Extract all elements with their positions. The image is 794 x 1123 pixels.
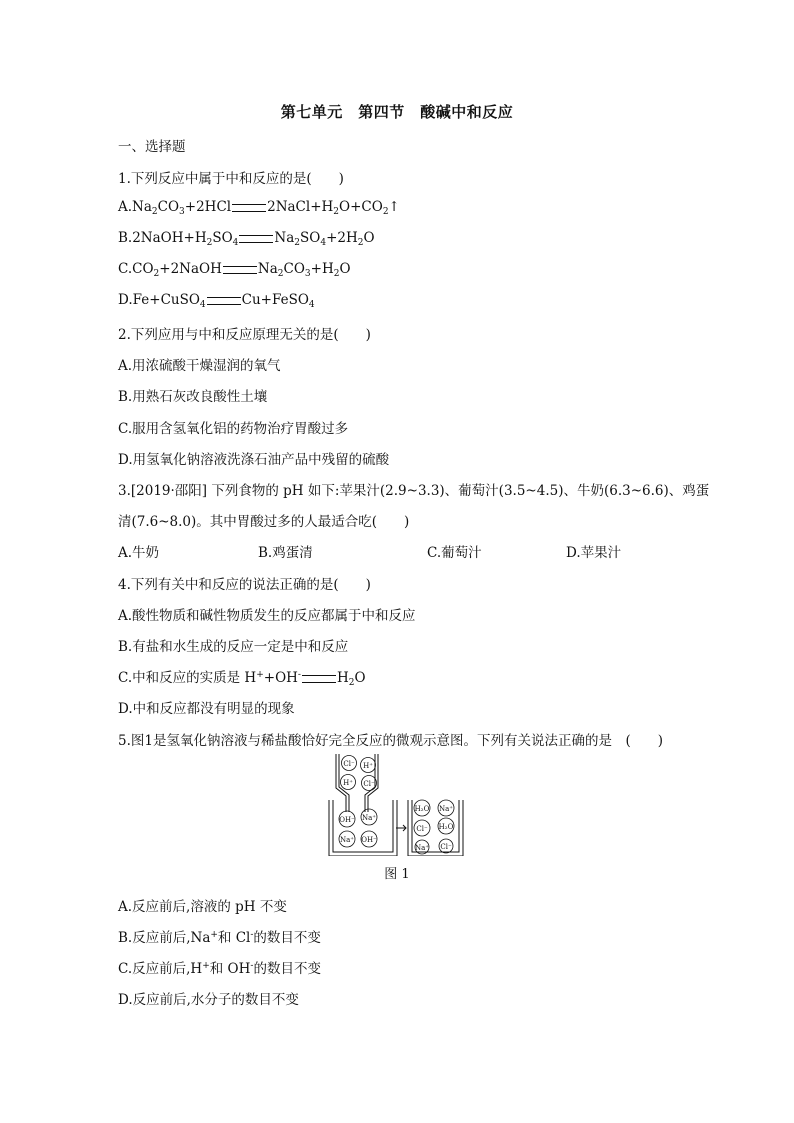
q5-option-d: D.反应前后,水分子的数目不变 [118, 992, 299, 1008]
q1-option-b: $B.2NaOH+H_2SO_4$ $Na_2SO_4+2H_2O$ [118, 230, 375, 248]
ion-label: H₂O [414, 805, 430, 813]
ion-label: H₂O [438, 823, 454, 831]
q2-option-b: B.用熟石灰改良酸性土壤 [118, 389, 268, 405]
q5-option-a: A.反应前后,溶液的 pH 不变 [118, 899, 287, 915]
q3-option-b: B.鸡蛋清 [258, 545, 313, 561]
q4-stem: 4.下列有关中和反应的说法正确的是( ) [118, 577, 371, 593]
section-heading: 一、选择题 [118, 139, 186, 155]
q5-option-b: B.反应前后,Na+和 Cl-的数目不变 [118, 930, 321, 946]
ion-label: Na⁺ [362, 814, 376, 822]
q4-option-c: C.中和反应的实质是 H++OH- $H_2O$ [118, 670, 366, 688]
figure-caption: 图 1 [384, 867, 410, 882]
ion-label: Cl⁻ [363, 780, 375, 788]
ion-label: H⁺ [363, 762, 373, 770]
equals-sign-icon [207, 297, 241, 305]
ion-label: Na⁺ [415, 844, 429, 852]
q4-option-d: D.中和反应都没有明显的现象 [118, 701, 295, 717]
q4-option-a: A.酸性物质和碱性物质发生的反应都属于中和反应 [118, 608, 416, 624]
page-title: 第七单元 第四节 酸碱中和反应 [280, 103, 514, 121]
q3-option-d: D.苹果汁 [566, 545, 622, 561]
ion-label: OH⁻ [339, 816, 355, 824]
q4-option-b: B.有盐和水生成的反应一定是中和反应 [118, 639, 349, 655]
q5-option-c: C.反应前后,H+和 OH-的数目不变 [118, 961, 321, 977]
q3-stem-line2: 清(7.6~8.0)。其中胃酸过多的人最适合吃( ) [118, 514, 410, 530]
q2-stem: 2.下列应用与中和反应原理无关的是( ) [118, 327, 371, 343]
q1-option-d: D.Fe+CuSO$_4$ Cu+FeSO$_4$ [118, 292, 315, 310]
ion-label: Cl⁻ [440, 843, 452, 851]
q5-stem: 5.图1是氢氧化钠溶液与稀盐酸恰好完全反应的微观示意图。下列有关说法正确的是 ( ) [118, 733, 664, 749]
ion-label: Cl⁻ [416, 825, 428, 833]
q2-option-d: D.用氢氧化钠溶液洗涤石油产品中残留的硫酸 [118, 452, 390, 468]
q2-option-a: A.用浓硫酸干燥湿润的氧气 [118, 358, 281, 374]
q3-option-a: A.牛奶 [118, 545, 160, 561]
ion-label: Na⁺ [340, 836, 354, 844]
q3-option-c: C.葡萄汁 [427, 545, 482, 561]
equals-sign-icon [223, 266, 257, 274]
equals-sign-icon [232, 204, 266, 212]
equals-sign-icon [302, 675, 336, 683]
equals-sign-icon [239, 235, 273, 243]
ion-label: OH⁻ [361, 836, 377, 844]
q3-stem-line1: 3.[2019·邵阳] 下列食物的 pH 如下:苹果汁(2.9~3.3)、葡萄汁(3.5~4.5)、牛奶(6.3~6.6)、鸡蛋 [118, 483, 710, 499]
q1-option-a: $A.Na_2CO_3+2HCl$ $2NaCl+H_2O+CO_2↑$ [118, 199, 400, 217]
ion-label: Na⁺ [439, 805, 453, 813]
ion-label: Cl⁻ [343, 760, 355, 768]
q1-stem: 1.下列反应中属于中和反应的是( ) [118, 171, 344, 187]
reaction-diagram [328, 752, 468, 856]
q1-option-c: $C.CO_2+2NaOH$ $Na_2CO_3+H_2O$ [118, 261, 351, 279]
ion-label: H⁺ [343, 779, 353, 787]
q2-option-c: C.服用含氢氧化铝的药物治疗胃酸过多 [118, 421, 349, 437]
